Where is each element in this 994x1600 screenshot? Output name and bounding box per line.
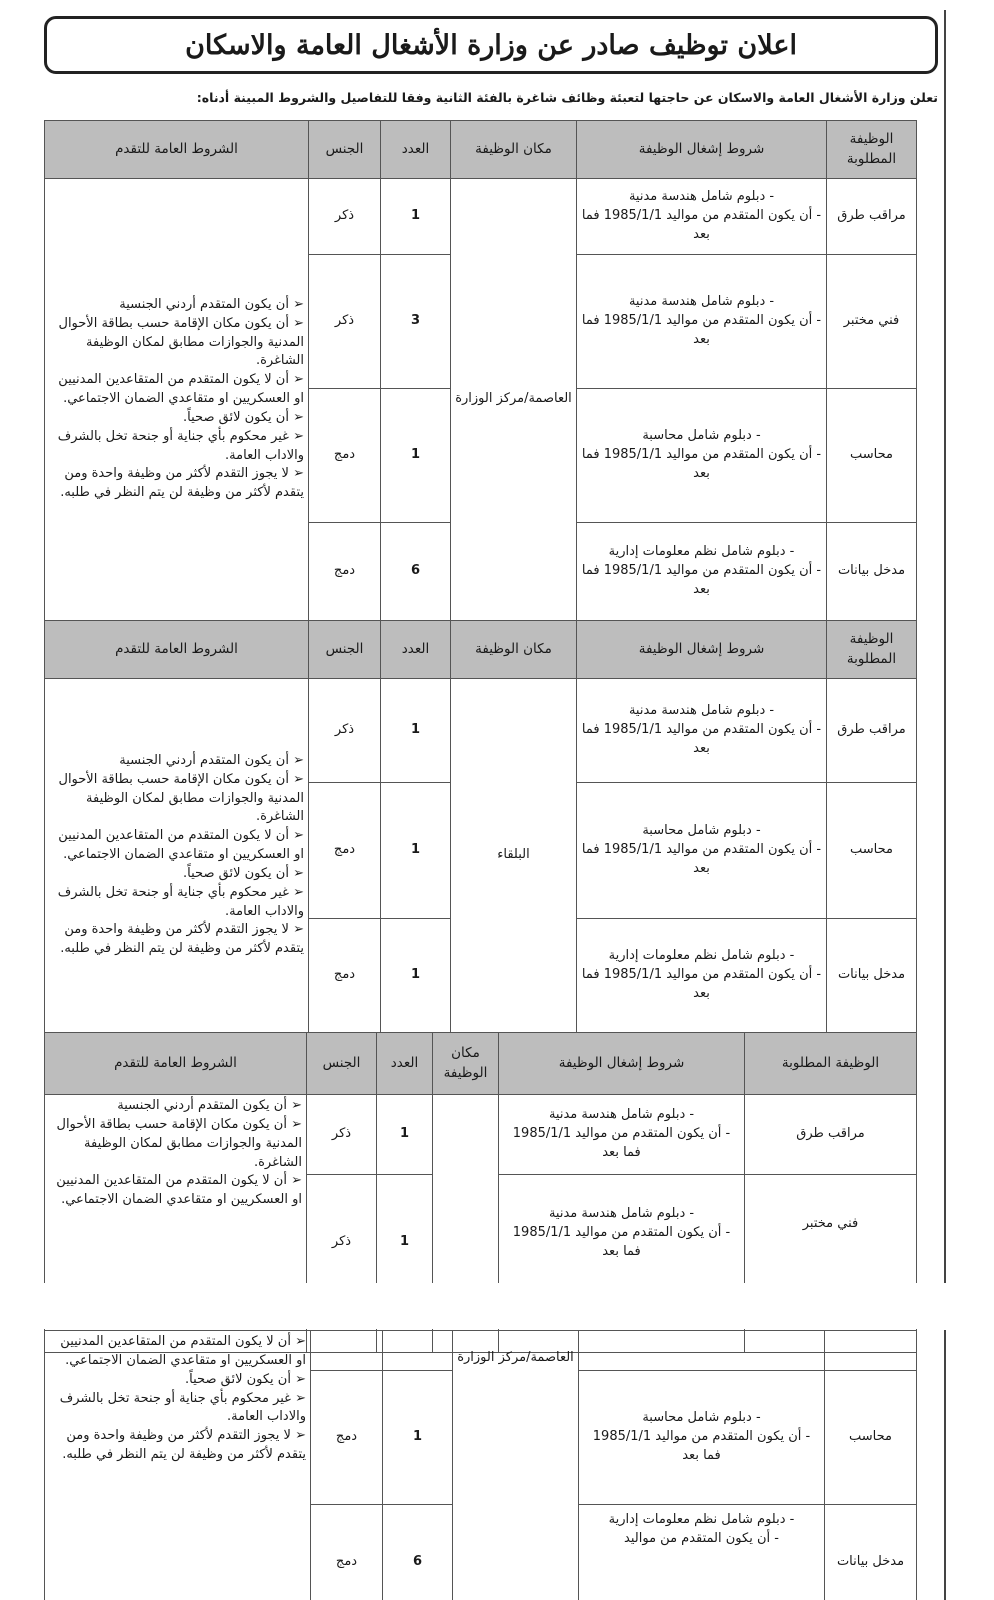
general-condition-item: ➢ غير محكوم بأي جناية أو جنحة تخل بالشرف والاداب العامة. bbox=[49, 1390, 306, 1428]
job-count: 6 bbox=[383, 1505, 453, 1600]
general-condition-item: ➢ أن يكون مكان الإقامة حسب بطاقة الأحوال المدنية والجوازات مطابق لمكان الوظيفة الشاغرة. bbox=[49, 771, 304, 828]
table-header-row bbox=[45, 1033, 917, 1095]
job-count: 3 bbox=[381, 255, 451, 389]
condition-birthdate: - أن يكون المتقدم من مواليد 1985/1/1 فما بعد bbox=[581, 842, 822, 876]
header-sex: الجنس bbox=[309, 621, 381, 679]
header-count: العدد bbox=[377, 1033, 433, 1095]
general-condition-item: ➢ أن يكون لائق صحياً. bbox=[49, 865, 304, 884]
general-condition-item: ➢ أن يكون المتقدم أردني الجنسية bbox=[49, 296, 304, 315]
condition-birthdate: - أن يكون المتقدم من مواليد 1985/1/1 فما بعد bbox=[592, 1429, 811, 1463]
job-conditions bbox=[577, 523, 827, 621]
job-conditions bbox=[577, 179, 827, 255]
header-general: الشروط العامة للتقدم bbox=[45, 1033, 307, 1095]
general-condition-item: ➢ لا يجوز التقدم لأكثر من وظيفة واحدة ومن يتقدم لأكثر من وظيفة لن يتم النظر في طلبه. bbox=[49, 465, 304, 503]
job-title: مراقب طرق bbox=[827, 179, 917, 255]
job-count: 1 bbox=[377, 1175, 433, 1353]
job-sex: ذكر bbox=[309, 679, 381, 783]
job-place: البلقاء bbox=[451, 679, 577, 1033]
cut-cell bbox=[383, 1331, 453, 1371]
condition-qualification: - دبلوم شامل محاسبة bbox=[642, 428, 761, 444]
jobs-table-capital bbox=[44, 120, 917, 621]
header-job: الوظيفة المطلوبة bbox=[827, 621, 917, 679]
job-title: مدخل بيانات bbox=[825, 1505, 917, 1600]
table-row bbox=[45, 179, 917, 255]
general-condition-item: ➢ أن لا يكون المتقدم من المتقاعدين المدنيين او العسكريين او متقاعدي الضمان الاجتماعي. bbox=[49, 1172, 302, 1210]
general-condition-item: ➢ أن يكون لائق صحياً. bbox=[49, 409, 304, 428]
job-conditions bbox=[577, 783, 827, 919]
header-general: الشروط العامة للتقدم bbox=[45, 121, 309, 179]
general-condition-item: ➢ أن لا يكون المتقدم من المتقاعدين المدنيين او العسكريين او متقاعدي الضمان الاجتماعي. bbox=[49, 1333, 306, 1371]
table-row bbox=[45, 1095, 917, 1175]
job-title: مراقب طرق bbox=[827, 679, 917, 783]
condition-qualification: - دبلوم شامل نظم معلومات إدارية bbox=[608, 544, 795, 560]
job-conditions bbox=[577, 255, 827, 389]
job-count: 1 bbox=[381, 783, 451, 919]
job-title: مدخل بيانات bbox=[827, 919, 917, 1033]
job-count: 1 bbox=[383, 1371, 453, 1505]
general-conditions bbox=[45, 679, 309, 1033]
job-conditions bbox=[579, 1505, 825, 1600]
table-header-row bbox=[45, 121, 917, 179]
table-header-row bbox=[45, 621, 917, 679]
condition-qualification: - دبلوم شامل نظم معلومات إدارية bbox=[608, 1512, 795, 1527]
cut-cell bbox=[579, 1331, 825, 1371]
condition-birthdate: - أن يكون المتقدم من مواليد 1985/1/1 فما بعد bbox=[581, 208, 822, 242]
general-condition-item: ➢ أن يكون مكان الإقامة حسب بطاقة الأحوال المدنية والجوازات مطابق لمكان الوظيفة الشاغرة. bbox=[49, 1116, 302, 1173]
job-conditions bbox=[577, 389, 827, 523]
header-place: مكان الوظيفة bbox=[451, 121, 577, 179]
general-condition-item: ➢ أن يكون المتقدم أردني الجنسية bbox=[49, 752, 304, 771]
general-conditions bbox=[45, 179, 309, 621]
condition-qualification: - دبلوم شامل محاسبة bbox=[642, 1410, 761, 1426]
job-sex: ذكر bbox=[307, 1095, 377, 1175]
job-conditions bbox=[579, 1371, 825, 1505]
cut-cell bbox=[825, 1331, 917, 1371]
condition-birthdate: - أن يكون المتقدم من مواليد 1985/1/1 فما بعد bbox=[581, 313, 822, 347]
job-conditions bbox=[577, 679, 827, 783]
header-sex: الجنس bbox=[309, 121, 381, 179]
jobs-table-fragment bbox=[44, 1330, 917, 1600]
job-conditions bbox=[577, 919, 827, 1033]
condition-qualification: - دبلوم شامل هندسة مدنية bbox=[548, 1206, 695, 1221]
job-count: 1 bbox=[381, 179, 451, 255]
job-sex: دمج bbox=[309, 523, 381, 621]
job-sex: ذكر bbox=[309, 255, 381, 389]
job-count: 1 bbox=[381, 919, 451, 1033]
general-condition-item: ➢ أن يكون لائق صحياً. bbox=[49, 1371, 306, 1390]
table-row bbox=[45, 679, 917, 783]
page-edge-line bbox=[944, 1330, 946, 1600]
job-count: 1 bbox=[381, 389, 451, 523]
condition-birthdate: - أن يكون المتقدم من مواليد 1985/1/1 فما بعد bbox=[581, 563, 822, 597]
job-title: مراقب طرق bbox=[745, 1095, 917, 1175]
job-sex: دمج bbox=[309, 919, 381, 1033]
header-conditions: شروط إشغال الوظيفة bbox=[577, 121, 827, 179]
header-conditions: شروط إشغال الوظيفة bbox=[499, 1033, 745, 1095]
page-edge-line bbox=[944, 10, 946, 1300]
header-place: مكان الوظيفة bbox=[451, 621, 577, 679]
header-job: الوظيفة المطلوبة bbox=[745, 1033, 917, 1095]
general-conditions bbox=[45, 1331, 311, 1600]
header-general: الشروط العامة للتقدم bbox=[45, 621, 309, 679]
screenshot-gap bbox=[0, 1283, 994, 1329]
job-count: 1 bbox=[381, 679, 451, 783]
table-row-cut bbox=[45, 1331, 917, 1371]
condition-qualification: - دبلوم شامل هندسة مدنية bbox=[548, 1107, 695, 1123]
cut-cell bbox=[311, 1331, 383, 1371]
job-title: محاسب bbox=[827, 783, 917, 919]
condition-birthdate: - أن يكون المتقدم من مواليد 1985/1/1 فما بعد bbox=[581, 722, 822, 756]
announcement-title: اعلان توظيف صادر عن وزارة الأشغال العامة والاسكان bbox=[44, 16, 938, 74]
job-sex: ذكر bbox=[309, 179, 381, 255]
condition-qualification: - دبلوم شامل هندسة مدنية bbox=[628, 703, 775, 719]
condition-qualification: - دبلوم شامل نظم معلومات إدارية bbox=[608, 948, 795, 964]
header-conditions: شروط إشغال الوظيفة bbox=[577, 621, 827, 679]
condition-birthdate: - أن يكون المتقدم من مواليد 1985/1/1 فما بعد bbox=[581, 447, 822, 481]
condition-qualification: - دبلوم شامل هندسة مدنية bbox=[628, 189, 775, 205]
jobs-table-balqa bbox=[44, 620, 917, 1033]
header-count: العدد bbox=[381, 121, 451, 179]
job-conditions bbox=[499, 1095, 745, 1175]
condition-birthdate: - أن يكون المتقدم من مواليد 1985/1/1 فما بعد bbox=[581, 967, 822, 1001]
job-count: 6 bbox=[381, 523, 451, 621]
general-condition-item: ➢ لا يجوز التقدم لأكثر من وظيفة واحدة ومن يتقدم لأكثر من وظيفة لن يتم النظر في طلبه. bbox=[49, 1427, 306, 1465]
job-title: مدخل بيانات bbox=[827, 523, 917, 621]
header-sex: الجنس bbox=[307, 1033, 377, 1095]
job-sex: دمج bbox=[309, 389, 381, 523]
condition-qualification: - دبلوم شامل محاسبة bbox=[642, 823, 761, 839]
job-title: فني مختبر bbox=[827, 255, 917, 389]
header-place: مكان الوظيفة bbox=[433, 1033, 499, 1095]
job-sex: دمج bbox=[309, 783, 381, 919]
job-title: محاسب bbox=[827, 389, 917, 523]
job-sex: دمج bbox=[311, 1505, 383, 1600]
general-condition-item: ➢ أن لا يكون المتقدم من المتقاعدين المدنيين او العسكريين او متقاعدي الضمان الاجتماعي. bbox=[49, 827, 304, 865]
general-condition-item: ➢ أن لا يكون المتقدم من المتقاعدين المدنيين او العسكريين او متقاعدي الضمان الاجتماعي. bbox=[49, 371, 304, 409]
general-condition-item: ➢ غير محكوم بأي جناية أو جنحة تخل بالشرف والاداب العامة. bbox=[49, 884, 304, 922]
job-title: فني مختبر bbox=[745, 1175, 917, 1353]
job-sex: ذكر bbox=[307, 1175, 377, 1353]
intro-text: تعلن وزارة الأشغال العامة والاسكان عن حاجتها لتعبئة وظائف شاغرة بالفئة الثانية وفقا للتفاصيل والشروط المبينة أدناه: bbox=[196, 90, 938, 105]
header-job: الوظيفة المطلوبة bbox=[827, 121, 917, 179]
general-condition-item: ➢ غير محكوم بأي جناية أو جنحة تخل بالشرف والاداب العامة. bbox=[49, 428, 304, 466]
general-condition-item: ➢ أن يكون المتقدم أردني الجنسية bbox=[49, 1097, 302, 1116]
job-title: محاسب bbox=[825, 1371, 917, 1505]
job-place: العاصمة/مركز الوزارة bbox=[451, 179, 577, 621]
job-sex: دمج bbox=[311, 1371, 383, 1505]
job-place: العاصمة/مركز الوزارة bbox=[453, 1331, 579, 1600]
condition-birthdate: - أن يكون المتقدم من مواليد bbox=[624, 1530, 779, 1546]
general-condition-item: ➢ أن يكون مكان الإقامة حسب بطاقة الأحوال المدنية والجوازات مطابق لمكان الوظيفة الشاغرة. bbox=[49, 315, 304, 372]
condition-qualification: - دبلوم شامل هندسة مدنية bbox=[628, 294, 775, 310]
condition-birthdate: - أن يكون المتقدم من مواليد 1985/1/1 فما بعد bbox=[512, 1126, 731, 1160]
job-count: 1 bbox=[377, 1095, 433, 1175]
general-condition-item: ➢ لا يجوز التقدم لأكثر من وظيفة واحدة ومن يتقدم لأكثر من وظيفة لن يتم النظر في طلبه. bbox=[49, 921, 304, 959]
header-count: العدد bbox=[381, 621, 451, 679]
condition-birthdate: - أن يكون المتقدم من مواليد 1985/1/1 فما بعد bbox=[512, 1224, 731, 1259]
